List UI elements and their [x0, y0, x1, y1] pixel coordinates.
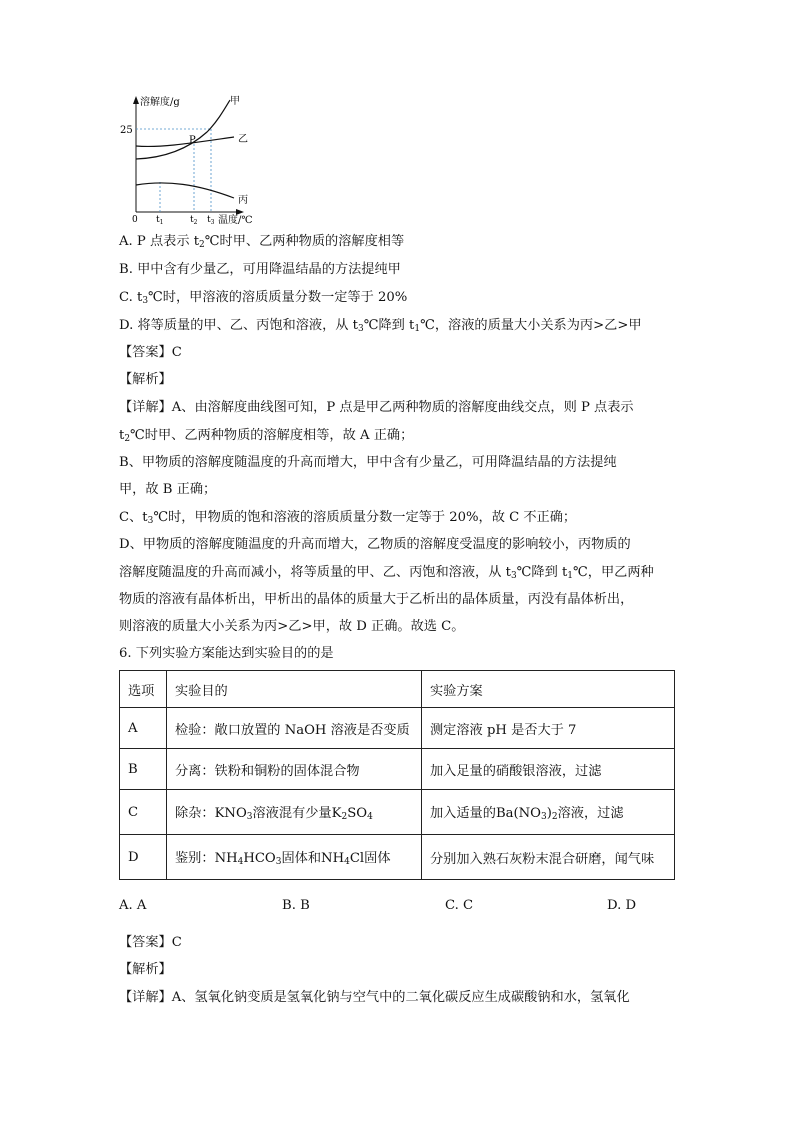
- graph-origin: 0: [132, 215, 138, 225]
- table-cell: 测定溶液 pH 是否大于 7: [422, 708, 675, 749]
- detail-1-line-6: D、甲物质的溶解度随温度的升高而增大，乙物质的溶解度受温度的影响较小，丙物质的: [119, 537, 631, 552]
- table-cell: 除杂：$KNO_3$溶液混有少量$K_2SO_4$: [167, 790, 422, 835]
- choice-d: D. D: [607, 898, 637, 913]
- table-cell: C: [120, 790, 167, 835]
- graph-t2: $t_2$: [190, 215, 198, 225]
- detail-1-line-9: 则溶液的质量大小关系为丙>乙>甲，故 D 正确。故选 C。: [119, 619, 465, 634]
- graph-xlabel: 温度/℃: [218, 215, 253, 225]
- question-6: 6. 下列实验方案能达到实验目的的是: [119, 646, 334, 661]
- graph-t1: $t_1$: [156, 215, 164, 225]
- table-row: [120, 749, 675, 790]
- table-row: [120, 790, 675, 835]
- option-a: A. P 点表示 $t_2℃$时甲、乙两种物质的溶解度相等: [119, 234, 405, 250]
- graph-label-bing: 丙: [238, 195, 248, 206]
- solubility-graph: [112, 90, 262, 225]
- curve-bing: [136, 183, 234, 198]
- graph-label-jia: 甲: [230, 96, 240, 107]
- table-row: [120, 835, 675, 880]
- choice-b: B. B: [282, 898, 310, 913]
- graph-label-yi: 乙: [238, 134, 248, 145]
- table-cell: 加入足量的硝酸银溶液，过滤: [422, 749, 675, 790]
- y-axis-arrow: [133, 96, 139, 104]
- curve-yi: [136, 137, 234, 146]
- answer-1: 【答案】C: [119, 345, 182, 360]
- experiment-table: [119, 670, 675, 880]
- option-c: C. $t_3℃$时，甲溶液的溶质质量分数一定等于 20%: [119, 290, 408, 306]
- detail-1-line-3: B、甲物质的溶解度随温度的升高而增大，甲中含有少量乙，可用降温结晶的方法提纯: [119, 455, 617, 470]
- analysis-2: 【解析】: [119, 962, 172, 977]
- graph-t3: $t_3$: [207, 215, 215, 225]
- table-cell: 加入适量的$Ba(NO_3)_2$溶液，过滤: [422, 790, 675, 835]
- table-header-cell: 选项: [120, 671, 167, 708]
- table-cell: 检验：敞口放置的 NaOH 溶液是否变质: [167, 708, 422, 749]
- choice-c: C. C: [445, 898, 474, 913]
- detail-2-line-1: 【详解】A、氢氧化钠变质是氢氧化钠与空气中的二氧化碳反应生成碳酸钠和水，氢氧化: [119, 990, 630, 1005]
- choice-a: A. A: [119, 898, 147, 913]
- detail-1-line-5: C、$t_3℃$时，甲物质的饱和溶液的溶质质量分数一定等于 20%，故 C 不正确；: [119, 510, 577, 526]
- curve-jia: [136, 100, 230, 159]
- detail-1-line-2: $t_2℃$时甲、乙两种物质的溶解度相等，故 A 正确；: [119, 428, 414, 444]
- table-cell: D: [120, 835, 167, 880]
- graph-ylabel: 溶解度/g: [140, 97, 180, 108]
- table-header-cell: 实验方案: [422, 671, 675, 708]
- detail-1-line-1: 【详解】A、由溶解度曲线图可知，P 点是甲乙两种物质的溶解度曲线交点，则 P 点表示: [119, 400, 634, 415]
- detail-1-line-8: 物质的溶液有晶体析出，甲析出的晶体的质量大于乙析出的晶体质量，丙没有晶体析出，: [119, 592, 634, 607]
- table-cell: 分别加入熟石灰粉末混合研磨，闻气味: [422, 835, 675, 880]
- table-header-cell: 实验目的: [167, 671, 422, 708]
- detail-1-line-7: 溶解度随温度的升高而减小，将等质量的甲、乙、丙饱和溶液，从 $t_3℃$降到 $t_1℃$，甲乙两种: [119, 565, 654, 581]
- analysis-1: 【解析】: [119, 372, 172, 387]
- table-cell: 分离：铁粉和铜粉的固体混合物: [167, 749, 422, 790]
- option-d: D. 将等质量的甲、乙、丙饱和溶液，从 $t_3℃$降到 $t_1℃$，溶液的质量大小关系为丙>乙>甲: [119, 318, 642, 334]
- table-cell: A: [120, 708, 167, 749]
- graph-point-p: P: [189, 135, 196, 146]
- table-header-row: [120, 671, 675, 708]
- option-b: B. 甲中含有少量乙，可用降温结晶的方法提纯甲: [119, 262, 401, 277]
- table-cell: B: [120, 749, 167, 790]
- detail-1-line-4: 甲，故 B 正确；: [119, 482, 217, 497]
- table-cell: 鉴别：$NH_4HCO_3$固体和$NH_4Cl$固体: [167, 835, 422, 880]
- graph-y25: 25: [120, 125, 133, 136]
- table-row: [120, 708, 675, 749]
- answer-2: 【答案】C: [119, 935, 182, 950]
